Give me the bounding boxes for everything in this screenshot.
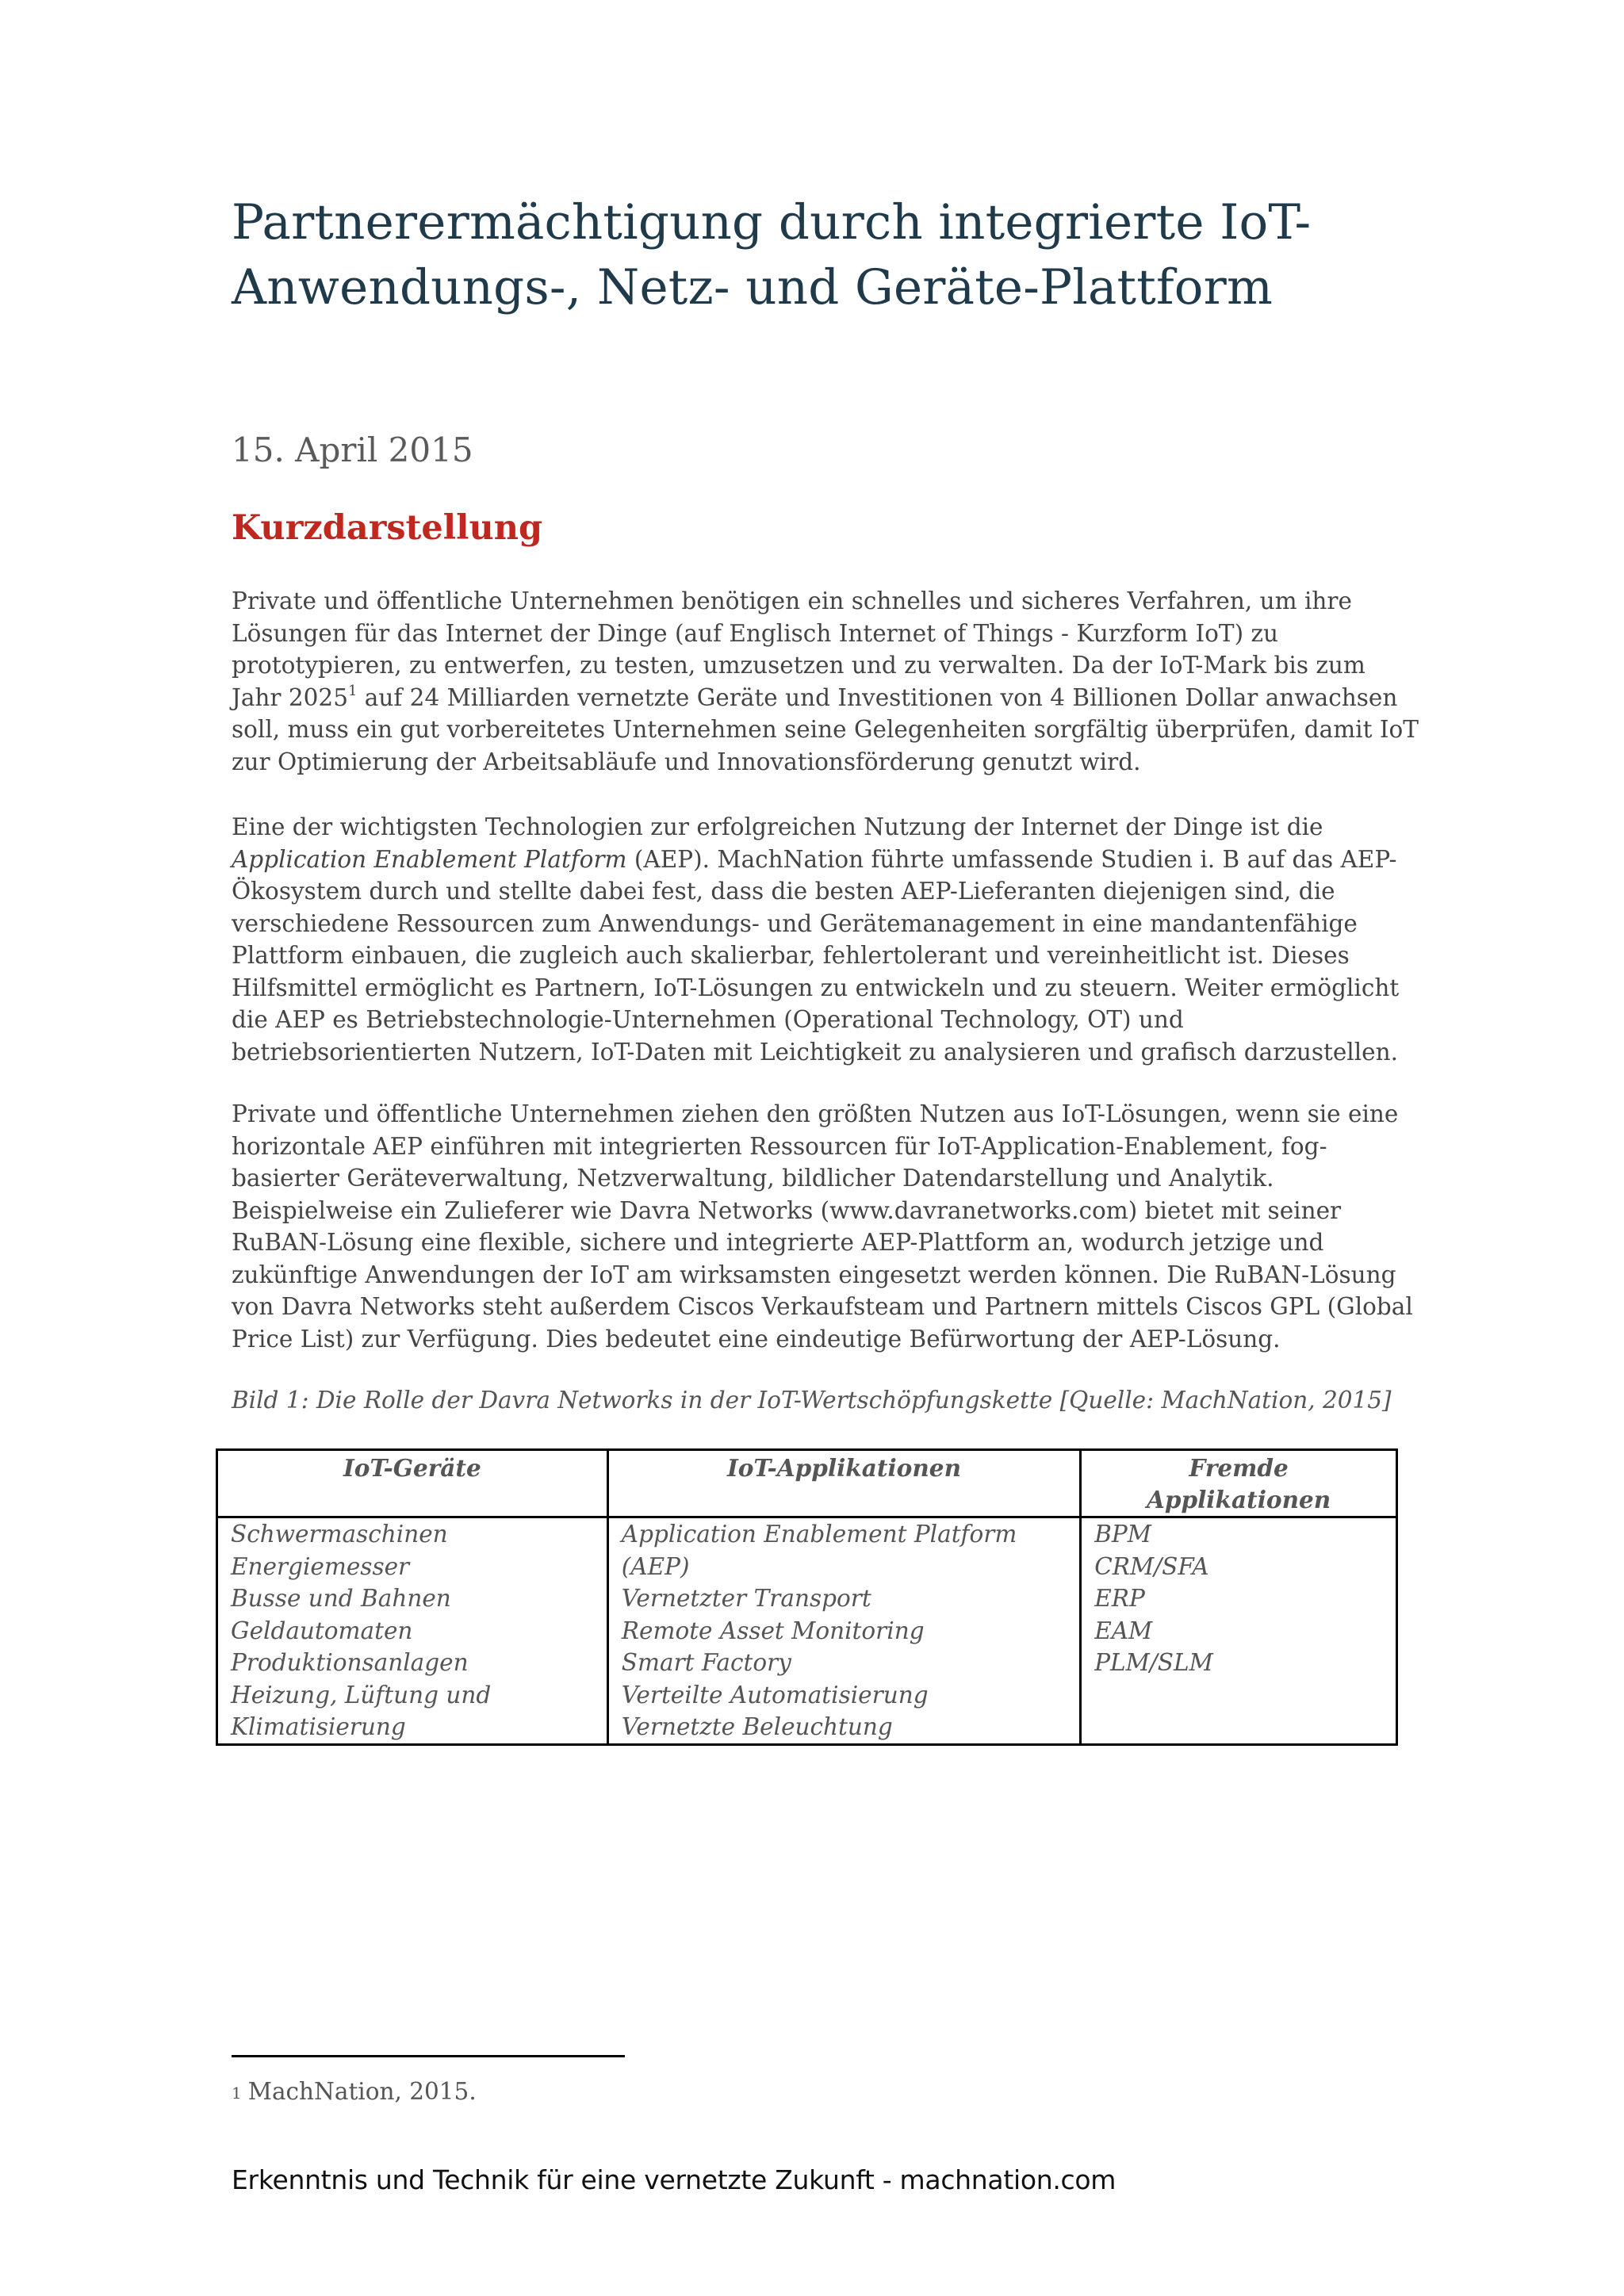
table-item: Produktionsanlagen: [231, 1649, 469, 1676]
paragraph-line: von Davra Networks steht außerdem Ciscos Verkaufsteam und Partnern mittels Ciscos GPL (Global: [232, 1293, 1413, 1320]
paragraph-line: Private und öffentliche Unternehmen benötigen ein schnelles und sicheres Verfahren, um ihre: [232, 587, 1352, 614]
footnote-separator: [232, 2055, 625, 2057]
table-item: PLM/SLM: [1094, 1649, 1213, 1676]
table-item: Vernetzter Transport: [621, 1585, 871, 1612]
paragraph-line: prototypieren, zu entwerfen, zu testen, umzusetzen und zu verwalten. Da der IoT-Mark bis zum: [232, 652, 1365, 679]
table-item: Klimatisierung: [231, 1713, 406, 1740]
paragraph-line: soll, muss ein gut vorbereitetes Unternehmen seine Gelegenheiten sorgfältig überprüfen, damit IoT: [232, 716, 1419, 743]
paragraph-line: Price List) zur Verfügung. Dies bedeutet eine eindeutige Befürwortung der AEP-Lösung.: [232, 1325, 1281, 1353]
table-item: Energiemesser: [231, 1552, 410, 1580]
table-item: CRM/SFA: [1094, 1552, 1209, 1580]
footnote-reference[interactable]: 1: [347, 682, 358, 699]
table-item: Smart Factory: [621, 1649, 791, 1676]
paragraph-text: auf 24 Milliarden vernetzte Geräte und Investitionen von 4 Billionen Dollar anwachsen: [357, 683, 1398, 711]
paragraph-line: horizontale AEP einführen mit integrierten Ressourcen für IoT-Application-Enablement, fog-: [232, 1132, 1327, 1160]
table-header-iot-devices: IoT-Geräte: [217, 1450, 608, 1517]
table-header-third-party-applications: Fremde Applikationen: [1081, 1450, 1397, 1517]
table-item: (AEP): [621, 1552, 690, 1580]
table-cell-iot-devices: [217, 1517, 608, 1745]
paragraph-line: Beispielweise ein Zulieferer wie Davra Networks (www.davranetworks.com) bietet mit seiner: [232, 1196, 1342, 1224]
paragraph-line: RuBAN-Lösung eine flexible, sichere und integrierte AEP-Plattform an, wodurch jetzige und: [232, 1229, 1324, 1256]
paragraph-1: [232, 585, 1419, 778]
table-item: BPM: [1094, 1521, 1151, 1548]
paragraph-text: Jahr 2025: [232, 683, 348, 711]
table-item: Busse und Bahnen: [231, 1585, 451, 1612]
table-cell-third-party-applications: [1081, 1517, 1397, 1745]
page-footer: Erkenntnis und Technik für eine vernetzte Zukunft - machnation.com: [232, 2164, 1116, 2195]
table-item: Remote Asset Monitoring: [621, 1617, 925, 1644]
paragraph-line: [232, 682, 1397, 714]
paragraph-line: verschiedene Ressourcen zum Anwendungs- und Gerätemanagement in eine mandantenfähige: [232, 909, 1358, 937]
paragraph-line: Private und öffentliche Unternehmen ziehen den größten Nutzen aus IoT-Lösungen, wenn sie eine: [232, 1100, 1399, 1127]
paragraph-line: basierter Geräteverwaltung, Netzverwaltung, bildlicher Datendarstellung und Analytik.: [232, 1165, 1274, 1192]
paragraph-line: Plattform einbauen, die zugleich auch skalierbar, fehlertolerant und vereinheitlicht ist. Dieses: [232, 942, 1350, 969]
document-date: 15. April 2015: [232, 430, 473, 469]
table-item: EAM: [1094, 1617, 1153, 1644]
table-header-row: [217, 1450, 1397, 1517]
figure-caption: Bild 1: Die Rolle der Davra Networks in der IoT-Wertschöpfungskette [Quelle: MachNation, 2015]: [232, 1387, 1392, 1414]
title-line-1: Partnerermächtigung durch integrierte IoT-: [232, 194, 1312, 251]
table-item: Verteilte Automatisierung: [621, 1681, 929, 1709]
table-cell-iot-applications: [607, 1517, 1080, 1745]
paragraph-line: zukünftige Anwendungen der IoT am wirksamsten eingesetzt werden können. Die RuBAN-Lösung: [232, 1261, 1396, 1288]
table-row: [217, 1517, 1397, 1745]
table-item: Geldautomaten: [231, 1617, 413, 1644]
value-chain-table: [216, 1448, 1398, 1746]
footnote-number: 1: [232, 2084, 242, 2103]
paragraph-line: Ökosystem durch und stellte dabei fest, dass die besten AEP-Lieferanten diejenigen sind, die: [232, 878, 1335, 905]
paragraph-line: Lösungen für das Internet der Dinge (auf Englisch Internet of Things - Kurzform IoT) zu: [232, 619, 1279, 647]
paragraph-line: [232, 844, 1397, 876]
paragraph-line: die AEP es Betriebstechnologie-Unternehmen (Operational Technology, OT) und: [232, 1006, 1184, 1033]
table-item: ERP: [1094, 1585, 1145, 1612]
table-item: Heizung, Lüftung und: [231, 1681, 492, 1709]
table-item: Application Enablement Platform: [621, 1521, 1017, 1548]
paragraph-line: zur Optimierung der Arbeitsabläufe und Innovationsförderung genutzt wird.: [232, 748, 1141, 775]
emphasis-term: Application Enablement Platform: [232, 845, 627, 873]
paragraph-text: (AEP). MachNation führte umfassende Studien i. B auf das AEP-: [626, 845, 1397, 873]
title-line-2: Anwendungs-, Netz- und Geräte-Plattform: [232, 259, 1274, 316]
paragraph-2: [232, 811, 1400, 1068]
table-header-iot-applications: IoT-Applikationen: [607, 1450, 1080, 1517]
footnote-text: MachNation, 2015.: [247, 2078, 477, 2105]
paragraph-line: Hilfsmittel ermöglicht es Partnern, IoT-Lösungen zu entwickeln und zu steuern. Weiter ermöglicht: [232, 974, 1400, 1001]
document-title: [232, 190, 1469, 320]
paragraph-3: [232, 1098, 1413, 1355]
footnote: [232, 2076, 477, 2107]
paragraph-line: betriebsorientierten Nutzern, IoT-Daten mit Leichtigkeit zu analysieren und grafisch darzustellen.: [232, 1038, 1399, 1066]
table-item: Vernetzte Beleuchtung: [621, 1713, 893, 1740]
section-heading: Kurzdarstellung: [232, 508, 543, 548]
table-item: Schwermaschinen: [231, 1521, 448, 1548]
paragraph-line: Eine der wichtigsten Technologien zur erfolgreichen Nutzung der Internet der Dinge ist die: [232, 813, 1323, 840]
